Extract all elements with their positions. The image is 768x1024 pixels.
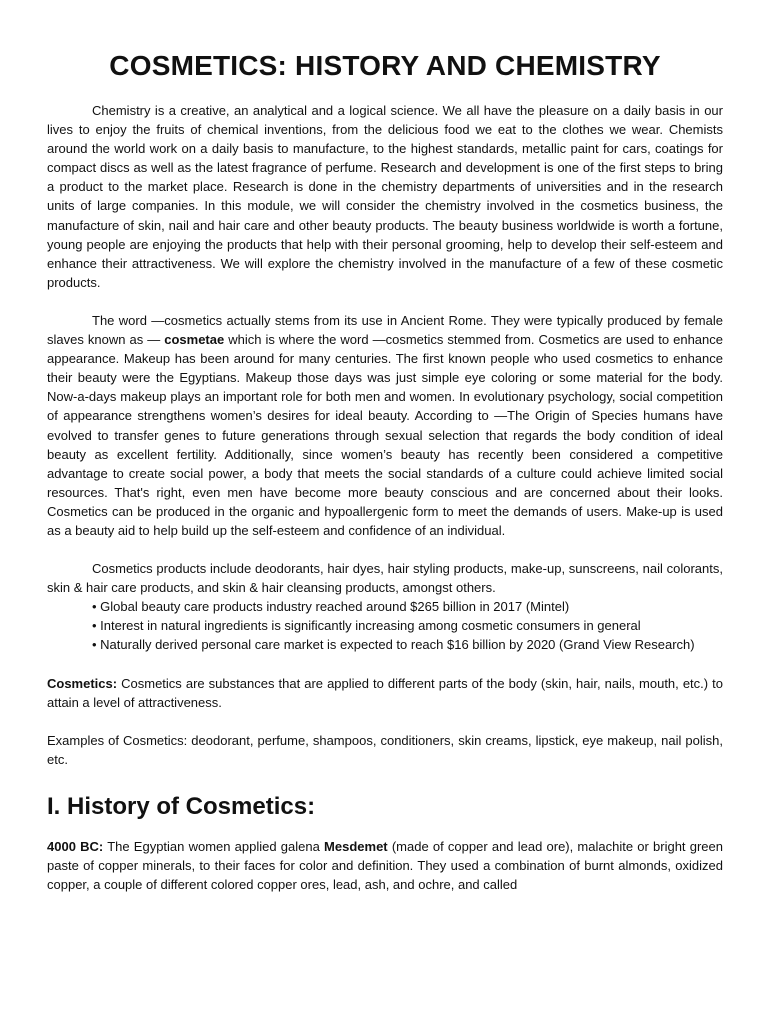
- bullet-item-natural-ingredients: • Interest in natural ingredients is significantly increasing among cosmetic consumers in general: [92, 618, 641, 634]
- history-text-2: (made of copper and lead ore), malachite or bright green paste of copper minerals, to their faces for color and definition. They used a combination of burnt almonds, oxidized copper, a couple of different colored copper ores, lead, ash, and ochre, and called: [47, 838, 723, 893]
- definition-text: Cosmetics are substances that are applied to different parts of the body (skin, hair, nails, mouth, etc.) to attain a level of attractiveness.: [47, 675, 723, 710]
- cosmetae-term: cosmetae: [164, 332, 225, 348]
- intro-paragraph: Chemistry is a creative, an analytical and a logical science. We all have the pleasure on a daily basis in our lives to enjoy the fruits of chemical inventions, from the delicious food we eat to the clothes we wear. Chemists around the world work on a daily basis to manufacture, to the highest standards, metallic paint for cars, coatings for compact discs as well as the latest fragrance of perfume. Research and development is one of the first steps to bring a product to the market place. Research is done in the chemistry departments of universities and in the research units of large companies. In this module, we will consider the chemistry involved in the cosmetics business, the manufacture of skin, nail and hair care and other beauty products. The beauty business worldwide is worth a fortune, young people are enjoying the products that help with their personal grooming, help to develop their self-esteem and enhance their attractiveness. We will explore the chemistry involved in the manufacture of a few of these cosmetic products.: [47, 103, 723, 290]
- bullet-item-global-market: • Global beauty care products industry reached around $265 billion in 2017 (Mintel): [92, 599, 570, 615]
- history-year-label: 4000 BC:: [47, 838, 104, 854]
- mesdemet-term: Mesdemet: [324, 838, 388, 854]
- word-origin-text-1: The word —cosmetics actually stems from its use in Ancient Rome. They were typically produced by female slaves known as —: [47, 312, 723, 348]
- cosmetics-products-paragraph: Cosmetics products include deodorants, hair dyes, hair styling products, make-up, sunscreens, nail colorants, skin & hair care products, and skin & hair cleansing products, amongst others.: [47, 561, 723, 596]
- cosmetics-examples-paragraph: Examples of Cosmetics: deodorant, perfume, shampoos, conditioners, skin creams, lipstick, eye makeup, nail polish, etc.: [47, 732, 723, 767]
- cosmetics-definition-paragraph: [47, 674, 723, 712]
- document-title: COSMETICS: HISTORY AND CHEMISTRY: [109, 50, 661, 81]
- history-section-heading: I. History of Cosmetics:: [47, 792, 316, 820]
- history-text-1: The Egyptian women applied galena: [103, 838, 325, 854]
- bullet-item-personal-care-market: • Naturally derived personal care market is expected to reach $16 billion by 2020 (Grand View Research): [92, 637, 695, 653]
- document-page: [47, 0, 723, 894]
- definition-term: Cosmetics:: [47, 675, 118, 691]
- history-4000bc-paragraph: [47, 837, 723, 894]
- cosmetics-word-origin-paragraph: [47, 311, 723, 540]
- word-origin-text-2: which is where the word —cosmetics stemmed from. Cosmetics are used to enhance appearance. Makeup has been around for many centuries. The first known people who used cosmetics to enhance their beauty were the Egyptians. Makeup those days was just simple eye coloring or some material for the body. Now-a-days makeup plays an important role for both men and women. In evolutionary psychology, social competition of appearance strengthens women’s desires for ideal beauty. According to —The Origin of Species humans have evolved to transfer genes to future generations through sexual selection that regards the body condition of ideal beauty as excellent fertility. Additionally, since women’s beauty has recently been considered a competitive advantage to create social power, a body that meets the social standards of a culture could achieve limited social resources. That's right, even men have become more beauty conscious and are concerned about their looks. Cosmetics can be produced in the organic and hypoallergenic form to meet the demands of users. Make-up is used as a beauty aid to help build up the self-esteem and confidence of an individual.: [47, 332, 723, 538]
